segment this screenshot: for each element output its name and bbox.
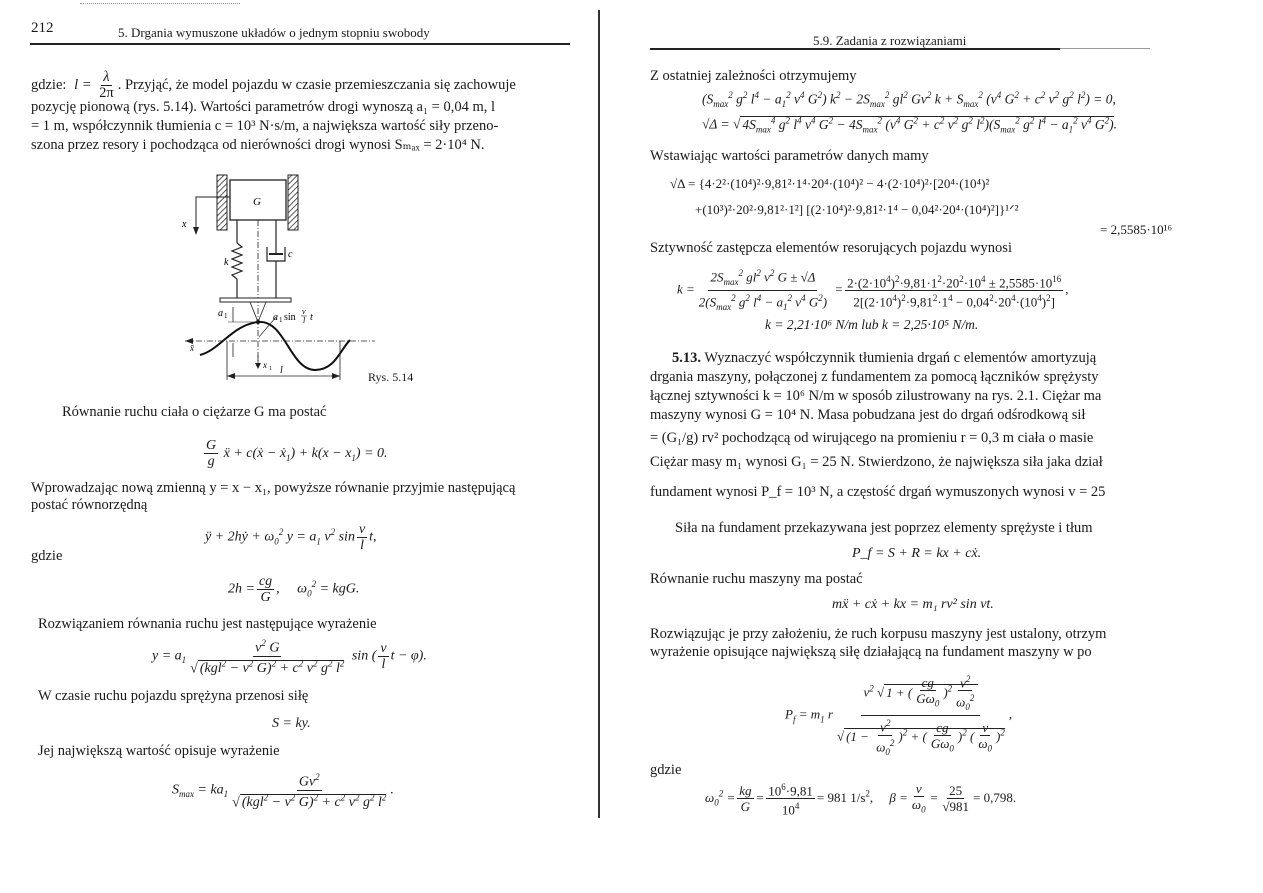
- problem-line-5: = (G₁/g) rv² pochodzącą od wirującego na promieniu r = 0,3 m ciała o masie: [650, 430, 1094, 446]
- svg-text:a: a: [273, 312, 278, 323]
- problem-line-6: Ciężar masy m₁ wynosi G₁ = 25 N. Stwierdzono, że największa siła jaka dział: [650, 454, 1103, 470]
- svg-text:x: x: [263, 360, 267, 370]
- eq-defs: 2h = $\frac{cg}{G}$ , $\omega_0^2$ = kgG.: [228, 574, 360, 605]
- header-rule: [30, 43, 570, 45]
- right-wall-icon: [288, 175, 298, 230]
- running-header: 5. Drgania wymuszone układów o jednym stopniu swobody: [118, 25, 430, 40]
- left-page: [0, 0, 600, 893]
- svg-text:1: 1: [224, 312, 228, 320]
- svg-text:l: l: [303, 316, 306, 325]
- svg-text:1: 1: [269, 366, 272, 372]
- eq-quadratic: ($S_{max}^2$ $g^2$ $l^4 - a_1^2$ $v^4$ $G^2$) $k^2 - 2S_{max}^2$ $gl^2$ Gv$^2$ $k + S_{max}^2$ ($v^4$ $G^2 + c^2$ $v^2$ $g^2$ $l^2) = 0$,: [702, 90, 1116, 110]
- svg-text:t: t: [310, 312, 313, 323]
- gdzie-label: gdzie: [31, 548, 63, 564]
- eq-k-formula: k = $\frac{2S_{max}^2 gl^2 v^2 G \pm √\Delta}{2(S_{max}^2 g^2 l^4 - a_1^2 v^4 G^2)}$ = $\frac{2\cdot(2\cdot 10^4)^2\cdot 9,81\cdot 1^2\cdot 20^2\cdot 10^4 \pm 2,5585\cdot 10^{16}}{2[(2\cdot 10^4)^2\cdot 9,81^2\cdot 1^4 - 0,04^2\cdot 20^4\cdot(10^4)^2]}$ ,: [677, 268, 1069, 312]
- text-motion-eq: Równanie ruchu ciała o ciężarze G ma postać: [62, 404, 327, 420]
- intro-line-1: gdzie: l = $\frac{\lambda}{2\pi}$ . Przyjąć, że model pojazdu w czasie przemieszczania się zachowuje: [31, 69, 516, 101]
- header-rule: [650, 48, 1060, 50]
- eq-delta-numeric-2: +(10³)²·20²·9,81²·1²] [(2·10⁴)²·9,81²·1⁴ − 0,04²·20⁴·(10⁴)²]}¹ᐟ²: [695, 202, 1019, 217]
- problem-number: 5.13.: [672, 350, 701, 366]
- svg-text:l: l: [280, 365, 283, 376]
- svg-text:k: k: [224, 257, 229, 268]
- eq-pf: P_f = S + R = kx + cẋ.: [852, 546, 982, 561]
- text-machine: Równanie ruchu maszyny ma postać: [650, 571, 863, 587]
- svg-text:x: x: [182, 219, 187, 230]
- text-new-var-2: postać równorzędną: [31, 497, 148, 513]
- text-stiffness: Sztywność zastępcza elementów resorujących pojazdu wynosi: [650, 240, 1012, 256]
- text-solution: Rozwiązaniem równania ruchu jest następujące wyrażenie: [38, 616, 377, 632]
- intro-line-3: = 1 m, współczynnik tłumienia c = 10³ N·s/m, a największa wartość siły przeno-: [31, 118, 499, 134]
- gdzie-label: gdzie: [650, 762, 682, 778]
- eq-smax: $S_{max} = ka_1$ $\frac{Gv^2}{√ (kgl^2 - v^2 G)^2 + c^2 v^2 g^2 l^2}$ .: [172, 772, 394, 811]
- text-solving-1: Rozwiązując je przy założeniu, że ruch korpusu maszyny jest ustalony, otrzym: [650, 626, 1107, 642]
- eq-spring: S = ky.: [272, 716, 311, 731]
- eq-omega: $\omega_0^2$ = $\frac{kg}{G}$ = $\frac{10^6\cdot 9,81}{10^4}$ = 981 $1/s^2$, β = $\frac{v}{\omega_0}$ = $\frac{25}{√981}$ = 0,798.: [705, 780, 1017, 818]
- page-number: 212: [31, 20, 54, 36]
- problem-line-2: drgania maszyny, połączonej z fundamentem za pomocą łączników sprężysty: [650, 369, 1099, 385]
- book-spine-divider: [598, 10, 600, 818]
- eq-motion: $\frac{G}{g}$ ẍ + c(ẋ − ẋ$_1$) + $k(x - x_1) = 0$.: [206, 438, 388, 469]
- text-max: Jej największą wartość opisuje wyrażenie: [38, 743, 280, 759]
- text-from-last: Z ostatniej zależności otrzymujemy: [650, 68, 857, 84]
- text-spring: W czasie ruchu pojazdu sprężyna przenosi siłę: [38, 688, 309, 704]
- intro-line-4: szona przez resory i pochodząca od nierówności drogi wynosi Sₘₐₓ = 2·10⁴ N.: [31, 137, 485, 153]
- eq-k-result: k = 2,21·10⁶ N/m lub k = 2,25·10⁵ N/m.: [765, 317, 979, 332]
- figure-5-14: [160, 165, 440, 380]
- running-header: 5.9. Zadania z rozwiązaniami: [813, 33, 967, 48]
- spring-icon: [232, 243, 242, 279]
- header-rule-faded: [1060, 48, 1150, 49]
- eq-pf-max: $P_f = m_1$ r $v^2$ √ 1 + ( $\frac{cg}{G\omega_0}$ )$^2$ $\frac{v^2}{\omega_0^2}$ √ (1 − $\frac{v^2}{\omega_0^2}$ )$^2$ + ( $\frac{cg}{G\omega_0}$ )$^2$ ( $\frac{v}{\omega_0}$ )$^2$ ,: [785, 674, 1013, 757]
- problem-line-1: 5.13. Wyznaczyć współczynnik tłumienia drgań c elementów amortyzują: [672, 350, 1097, 366]
- svg-text:c: c: [288, 249, 293, 260]
- problem-line-7: fundament wynosi P_f = 10³ N, a częstość drgań wymuszonych wynosi v = 25: [650, 484, 1106, 500]
- svg-text:G: G: [253, 196, 261, 208]
- svg-text:v: v: [302, 307, 306, 316]
- eq-equiv: ÿ + 2hẏ + $\omega_0^2$ $y = a_1$ $v^2$ sin $\frac{v}{l}$ t,: [205, 522, 377, 553]
- eq-delta: √Δ = √ $4S_{max}^4$ $g^2$ $l^4$ $v^4$ $G^2 - 4S_{max}^2$ ($v^4$ $G^2 + c^2$ $v^2$ $g^2$ $l^2)(S_{max}^2$ $g^2$ $l^4 - a_1^2$ $v^4$ $G^2$).: [702, 115, 1118, 135]
- eq-machine: mẍ + cẋ + kx = m₁ rv² sin vt.: [832, 597, 994, 612]
- text-solving-2: wyrażenie opisujące największą siłę działającą na fundament maszyny w po: [650, 644, 1092, 660]
- eq-delta-numeric-1: √Δ = {4·2²·(10⁴)²·9,81²·1⁴·20⁴·(10⁴)² − 4·(2·10⁴)²·[20⁴·(10⁴)²: [670, 176, 990, 191]
- lambda-over-2pi: $\frac{\lambda}{2\pi}$: [99, 69, 114, 101]
- svg-text:a: a: [218, 308, 223, 319]
- intro-line-2: pozycję pionową (rys. 5.14). Wartości parametrów drogi wynoszą a₁ = 0,04 m, l: [31, 99, 495, 115]
- text-force: Siła na fundament przekazywana jest poprzez elementy sprężyste i tłum: [675, 520, 1093, 536]
- text-new-var-1: Wprowadzając nową zmienną y = x − x₁, powyższe równanie przyjmie następującą: [31, 480, 516, 496]
- figure-caption: Rys. 5.14: [368, 370, 414, 384]
- eq-delta-result: = 2,5585·10¹⁶: [1100, 222, 1173, 237]
- left-wall-icon: [217, 175, 227, 230]
- svg-text:1: 1: [279, 316, 283, 324]
- problem-line-4: maszyny wynosi G = 10⁴ N. Masa pobudzana jest do drgań odśrodkową sił: [650, 407, 1086, 423]
- svg-text:sin: sin: [284, 312, 296, 323]
- text-insert: Wstawiając wartości parametrów danych mamy: [650, 148, 929, 164]
- road-profile-curve: [200, 322, 350, 370]
- svg-text:x̄: x̄: [190, 343, 194, 353]
- right-page: [640, 0, 1263, 893]
- problem-line-3: łącznej sztywności k = 10⁶ N/m w sposób zilustrowany na rys. 2.1. Ciężar ma: [650, 388, 1102, 404]
- eq-solution: $y = a_1$ $\frac{v^2 G}{√ (kgl^2 - v^2 G)^2 + c^2 v^2 g^2 l^2}$ sin ( $\frac{v}{l}$ t − φ).: [152, 638, 427, 677]
